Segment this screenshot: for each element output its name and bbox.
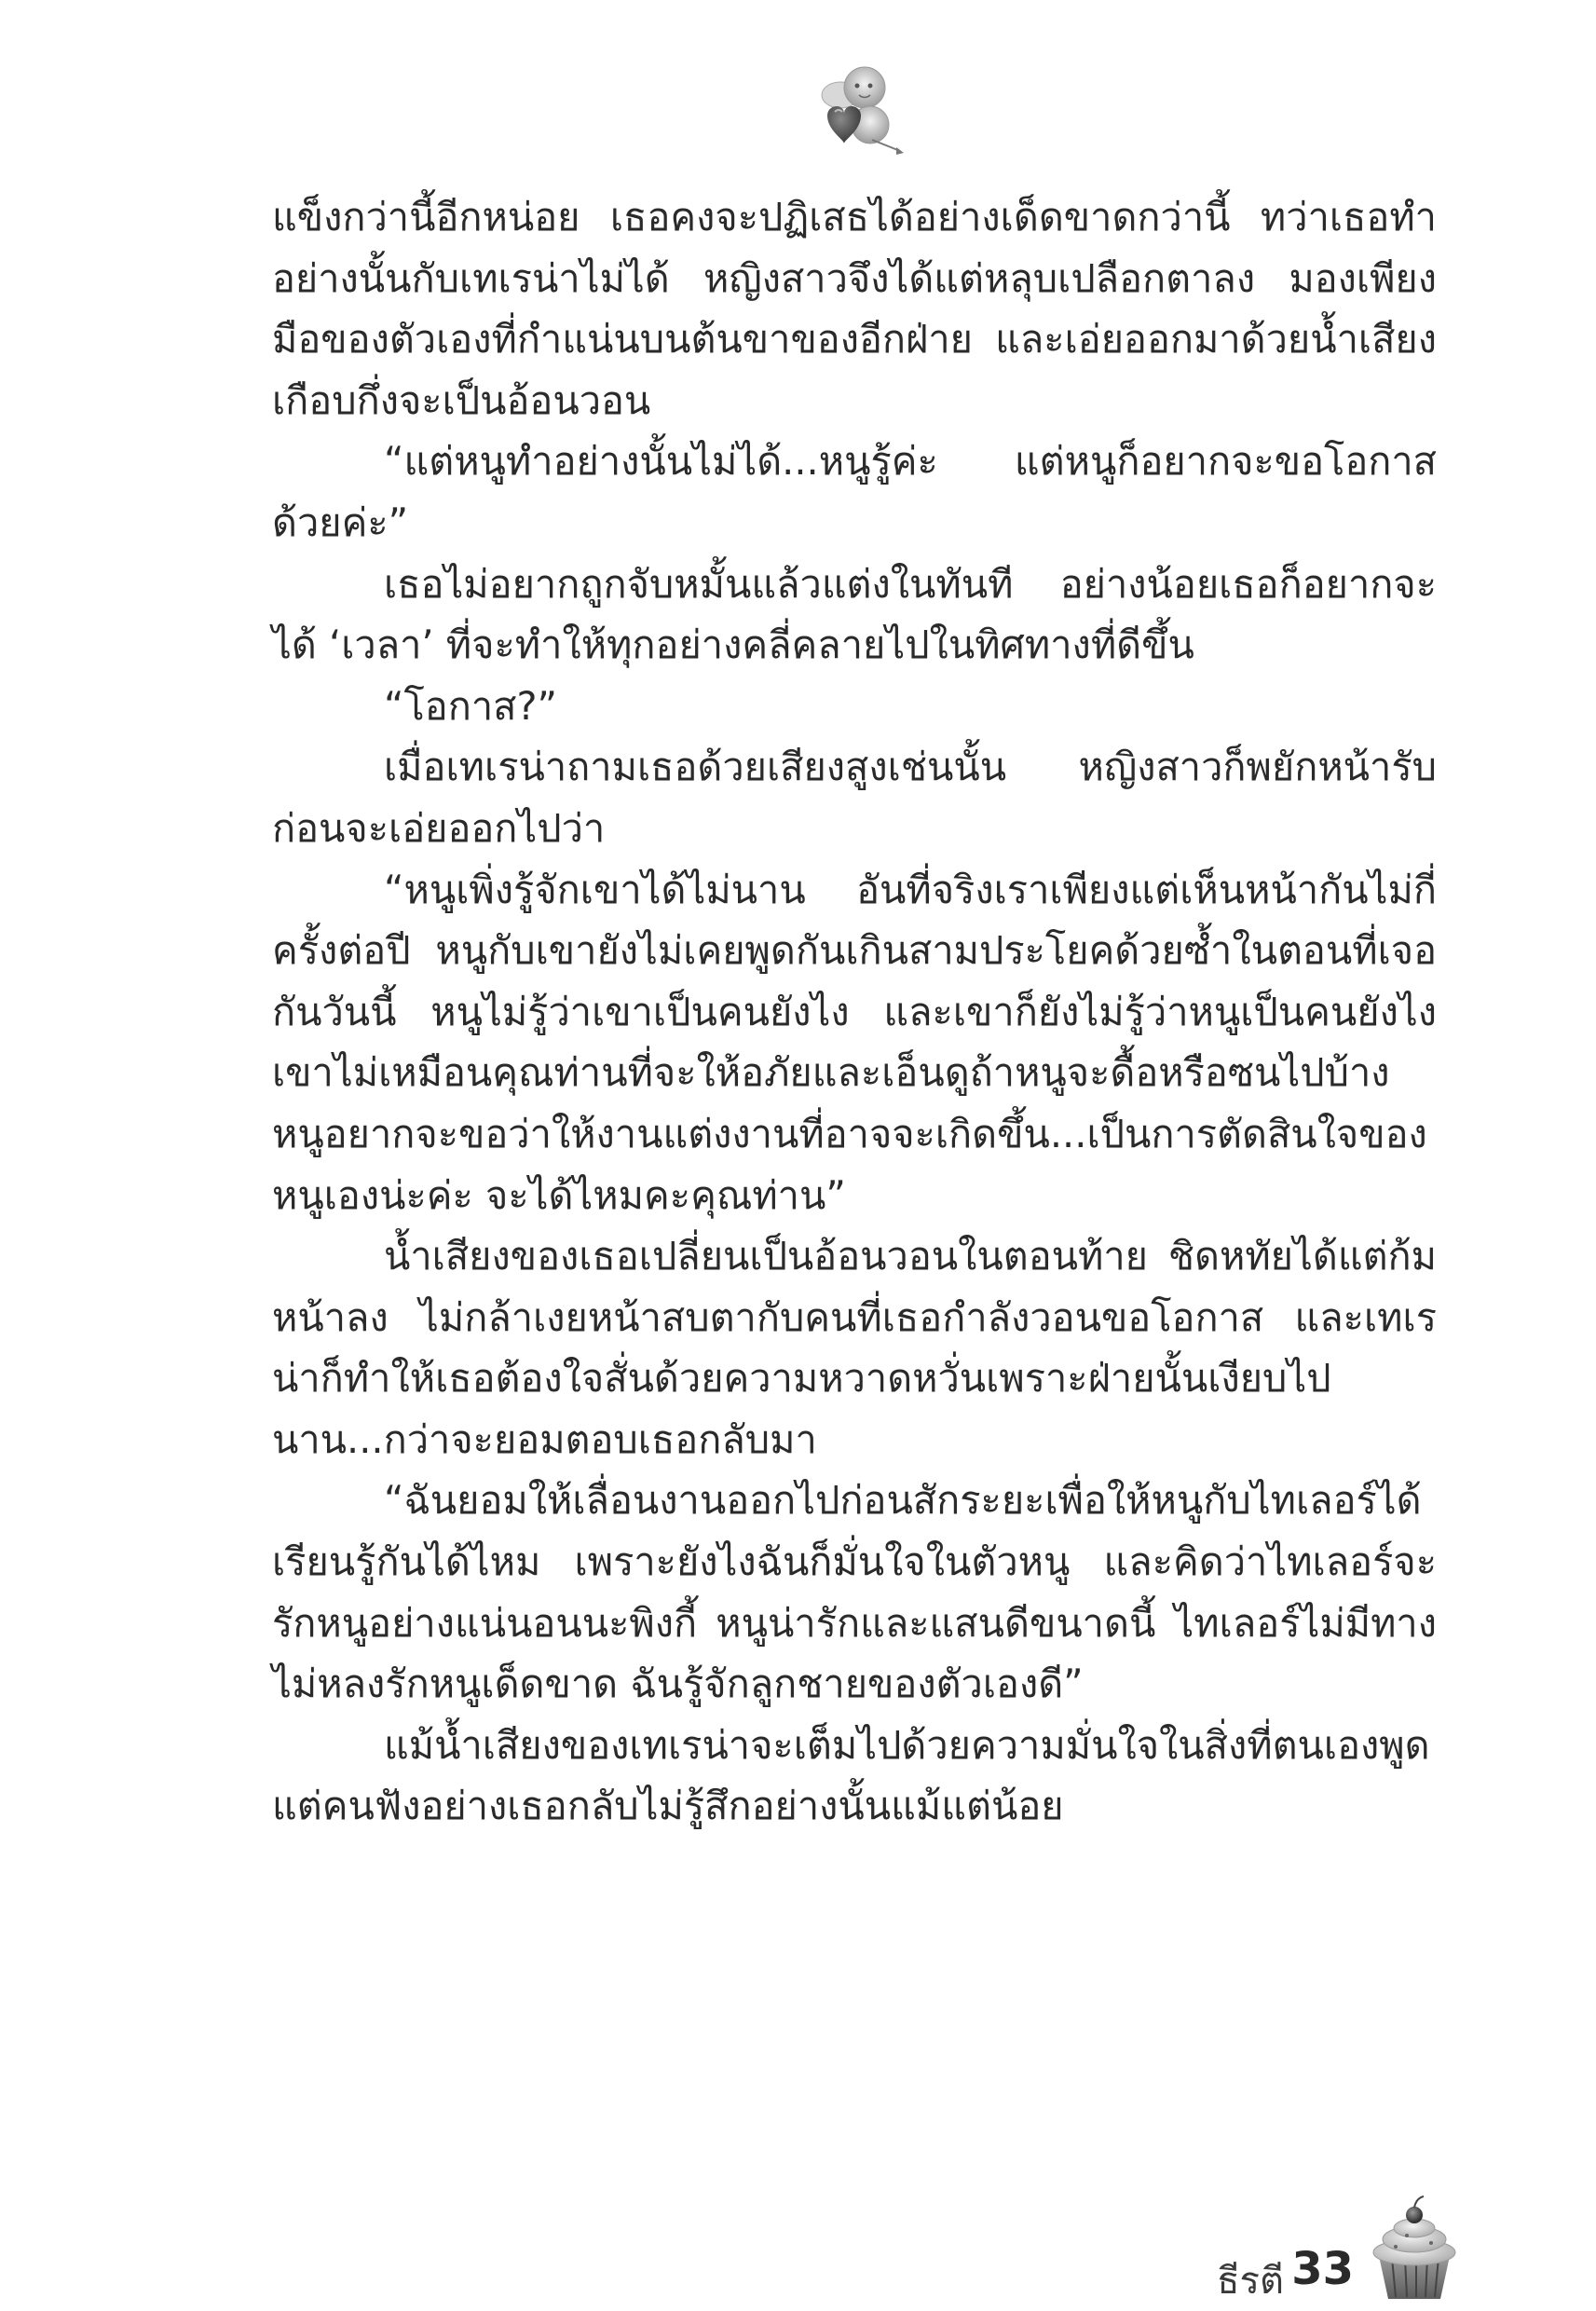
cherub-with-heart-icon [807,58,909,160]
paragraph: แม้น้ำเสียงของเทเรน่าจะเต็มไปด้วยความมั่นใจในสิ่งที่ตนเองพูดแต่คนฟังอย่างเธอกลับไม่รู้สึกอย่างนั้นแม้แต่น้อย [272,1721,1430,1829]
cupcake-icon [1358,2195,1470,2306]
paragraph: เธอไม่อยากถูกจับหมั้นแล้วแต่งในทันที อย่างน้อยเธอก็อยากจะได้ ‘เวลา’ ที่จะทำให้ทุกอย่างคลี่คลายไปในทิศทางที่ดีขึ้น [272,560,1437,668]
paragraph: “แต่หนูทำอย่างนั้นไม่ได้...หนูรู้ค่ะ แต่หนูก็อยากจะขอโอกาสด้วยค่ะ” [272,438,1437,545]
body-text [272,186,1437,1837]
page-footer [0,2243,1596,2306]
author-name: ธีรตี [1217,2260,1284,2303]
paragraph: “โอกาส?” [384,682,558,729]
paragraph: น้ำเสียงของเธอเปลี่ยนเป็นอ้อนวอนในตอนท้าย ชิดหทัยได้แต่ก้มหน้าลง ไม่กล้าเงยหน้าสบตากับคนที่เธอกำลังวอนขอโอกาส และเทเรน่าก็ทำให้เธอต้องใจสั่นด้วยความหวาดหวั่นเพราะฝ่ายนั้นเงียบไปนาน...กว่าจะยอมตอบเธอกลับมา [272,1233,1437,1462]
paragraph: “หนูเพิ่งรู้จักเขาได้ไม่นาน อันที่จริงเราเพียงแต่เห็นหน้ากันไม่กี่ครั้งต่อปี หนูกับเขายังไม่เคยพูดกันเกินสามประโยคด้วยซ้ำในตอนที่เจอกันวันนี้ หนูไม่รู้ว่าเขาเป็นคนยังไง และเขาก็ยังไม่รู้ว่าหนูเป็นคนยังไง เขาไม่เหมือนคุณท่านที่จะให้อภัยและเอ็นดูถ้าหนูจะดื้อหรือซนไปบ้าง หนูอยากจะขอว่าให้งานแต่งงานที่อาจจะเกิดขึ้น...เป็นการตัดสินใจของหนูเองน่ะค่ะ จะได้ไหมคะคุณท่าน” [272,866,1437,1218]
paragraph: “ฉันยอมให้เลื่อนงานออกไปก่อนสักระยะเพื่อให้หนูกับไทเลอร์ได้เรียนรู้กันได้ไหม เพราะยังไงฉันก็มั่นใจในตัวหนู และคิดว่าไทเลอร์จะรักหนูอย่างแน่นอนนะพิงกี้ หนูน่ารักและแสนดีขนาดนี้ ไทเลอร์ไม่มีทางไม่หลงรักหนูเด็ดขาด ฉันรู้จักลูกชายของตัวเองดี” [272,1477,1437,1707]
paragraph: เมื่อเทเรน่าถามเธอด้วยเสียงสูงเช่นนั้น หญิงสาวก็พยักหน้ารับก่อนจะเอ่ยออกไปว่า [272,744,1437,851]
paragraph: แข็งกว่านี้อีกหน่อย เธอคงจะปฏิเสธได้อย่างเด็ดขาดกว่านี้ ทว่าเธอทำอย่างนั้นกับเทเรน่าไม่ได้ หญิงสาวจึงได้แต่หลุบเปลือกตาลง มองเพียงมือของตัวเองที่กำแน่นบนต้นขาของอีกฝ่าย และเอ่ยออกมาด้วยน้ำเสียงเกือบกึ่งจะเป็นอ้อนวอน [272,194,1437,423]
page-number: 33 [1291,2243,1354,2295]
